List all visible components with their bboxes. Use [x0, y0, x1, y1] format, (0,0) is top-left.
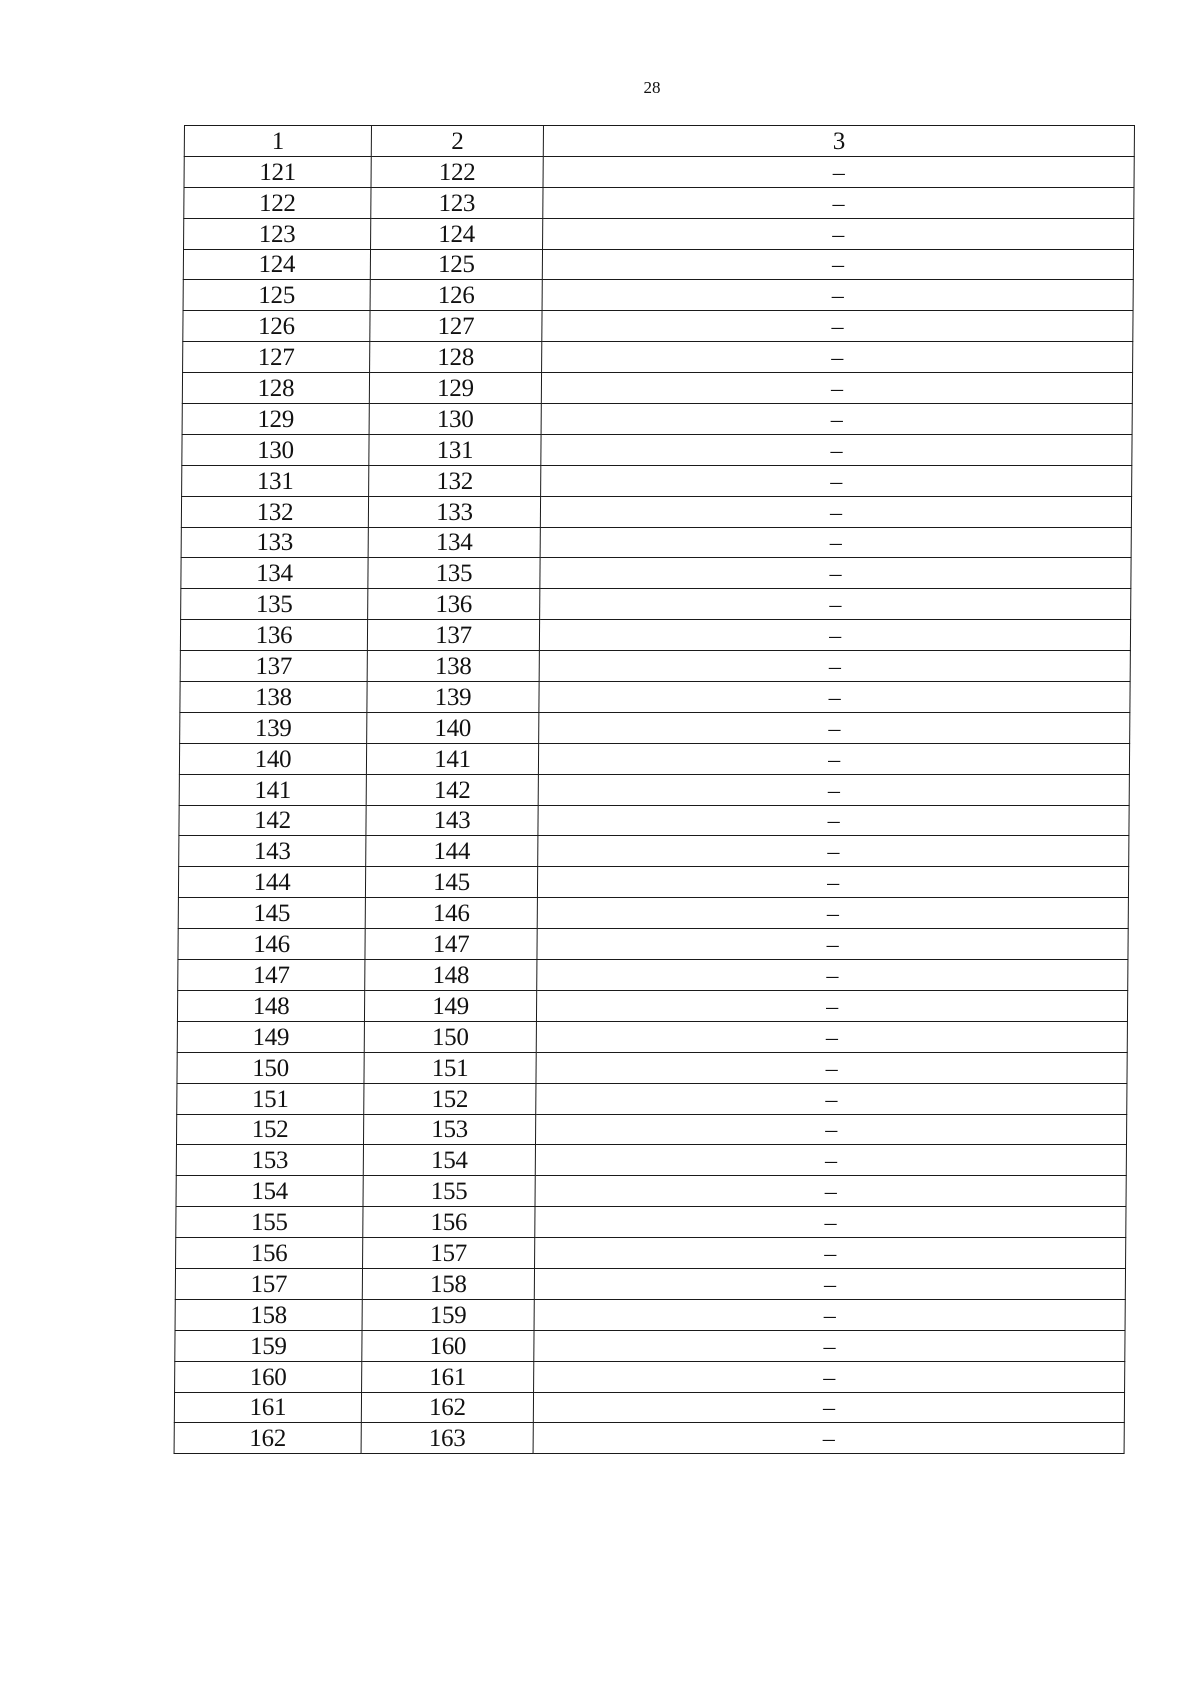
table-row — [174, 1423, 1124, 1454]
table-cell-col-2: 155 — [363, 1176, 535, 1207]
table-row — [176, 1238, 1126, 1269]
table-row — [183, 280, 1133, 311]
table-row — [176, 1207, 1126, 1238]
table-cell-col-3: – — [535, 1145, 1126, 1176]
table-cell-col-1: 155 — [176, 1207, 363, 1238]
table-cell-col-2: 145 — [365, 867, 537, 898]
table-row — [182, 434, 1132, 465]
table-row — [184, 156, 1134, 187]
table-cell-col-1: 151 — [177, 1083, 364, 1114]
table-cell-col-2: 162 — [361, 1392, 533, 1423]
table-cell-col-2: 161 — [362, 1361, 534, 1392]
table-cell-col-2: 160 — [362, 1330, 534, 1361]
table-cell-col-2: 137 — [367, 620, 539, 651]
page-number: 28 — [643, 78, 661, 97]
table-row — [183, 311, 1133, 342]
table-row — [175, 1268, 1125, 1299]
table-cell-col-3: – — [536, 990, 1127, 1021]
table-row — [183, 249, 1133, 280]
table-cell-col-3: – — [534, 1299, 1125, 1330]
table-header-row — [184, 126, 1134, 157]
table-cell-col-2: 128 — [370, 342, 542, 373]
table-cell-col-1: 144 — [178, 867, 365, 898]
table-cell-col-2: 153 — [363, 1114, 535, 1145]
table-cell-col-3: – — [535, 1207, 1126, 1238]
table-cell-col-3: – — [540, 527, 1131, 558]
table-cell-col-2: 127 — [370, 311, 542, 342]
table-cell-col-3: – — [541, 434, 1132, 465]
table-cell-col-2: 140 — [367, 712, 539, 743]
table-cell-col-2: 125 — [370, 249, 542, 280]
table-cell-col-3: – — [541, 404, 1132, 435]
table-cell-col-1: 127 — [183, 342, 370, 373]
table-cell-col-1: 146 — [178, 929, 365, 960]
table-row — [179, 774, 1129, 805]
table-row — [176, 1176, 1126, 1207]
table-cell-col-2: 124 — [371, 218, 543, 249]
table-cell-col-3: – — [536, 1021, 1127, 1052]
table-row — [180, 620, 1130, 651]
table-cell-col-2: 122 — [371, 156, 543, 187]
table-cell-col-3: – — [538, 836, 1129, 867]
table-row — [177, 1052, 1127, 1083]
table-cell-col-2: 148 — [365, 960, 537, 991]
table-body — [174, 156, 1134, 1453]
table-row — [178, 960, 1128, 991]
table-row — [175, 1330, 1125, 1361]
table-cell-col-3: – — [534, 1361, 1125, 1392]
table-row — [181, 496, 1131, 527]
table-cell-col-1: 156 — [176, 1238, 363, 1269]
table-cell-col-2: 158 — [362, 1268, 534, 1299]
table-cell-col-3: – — [533, 1392, 1124, 1423]
table-cell-col-1: 121 — [184, 156, 371, 187]
table-cell-col-3: – — [541, 373, 1132, 404]
table-row — [178, 929, 1128, 960]
table-cell-col-2: 141 — [366, 743, 538, 774]
table-cell-col-1: 133 — [181, 527, 368, 558]
table-cell-col-3: – — [540, 589, 1131, 620]
table-cell-col-2: 154 — [363, 1145, 535, 1176]
column-header-3: 3 — [543, 126, 1134, 157]
table-cell-col-3: – — [537, 867, 1128, 898]
table-cell-col-1: 132 — [181, 496, 368, 527]
table-row — [184, 187, 1134, 218]
table-cell-col-1: 129 — [182, 404, 369, 435]
table-cell-col-3: – — [533, 1423, 1124, 1454]
table-cell-col-3: – — [540, 496, 1131, 527]
table-row — [175, 1299, 1125, 1330]
table-cell-col-2: 157 — [363, 1238, 535, 1269]
table-cell-col-2: 136 — [368, 589, 540, 620]
table-row — [174, 1392, 1124, 1423]
table-cell-col-3: – — [536, 1083, 1127, 1114]
table-cell-col-1: 158 — [175, 1299, 362, 1330]
table-cell-col-1: 143 — [179, 836, 366, 867]
table-cell-col-3: – — [539, 712, 1130, 743]
table-cell-col-2: 144 — [366, 836, 538, 867]
table-cell-col-3: – — [542, 249, 1133, 280]
table-cell-col-3: – — [543, 187, 1134, 218]
table-cell-col-1: 142 — [179, 805, 366, 836]
table-row — [181, 589, 1131, 620]
table-cell-col-1: 153 — [176, 1145, 363, 1176]
table-cell-col-3: – — [535, 1114, 1126, 1145]
table-cell-col-1: 135 — [181, 589, 368, 620]
table-cell-col-1: 154 — [176, 1176, 363, 1207]
table-cell-col-1: 160 — [175, 1361, 362, 1392]
table-cell-col-3: – — [535, 1176, 1126, 1207]
table-cell-col-2: 138 — [367, 651, 539, 682]
table-row — [182, 404, 1132, 435]
table-cell-col-1: 147 — [178, 960, 365, 991]
table-cell-col-2: 123 — [371, 187, 543, 218]
table-cell-col-2: 132 — [369, 465, 541, 496]
table-cell-col-1: 150 — [177, 1052, 364, 1083]
table-row — [180, 651, 1130, 682]
table-cell-col-2: 126 — [370, 280, 542, 311]
table-cell-col-3: – — [542, 311, 1133, 342]
table-cell-col-2: 143 — [366, 805, 538, 836]
table-row — [182, 465, 1132, 496]
table-row — [183, 342, 1133, 373]
data-table — [174, 125, 1135, 1454]
table-row — [177, 1021, 1127, 1052]
column-header-2: 2 — [371, 126, 543, 157]
table-cell-col-3: – — [534, 1268, 1125, 1299]
table-row — [178, 867, 1128, 898]
table-cell-col-1: 161 — [174, 1392, 361, 1423]
table-row — [180, 712, 1130, 743]
table-cell-col-3: – — [537, 898, 1128, 929]
table-cell-col-3: – — [541, 465, 1132, 496]
table-cell-col-2: 129 — [369, 373, 541, 404]
table-row — [184, 218, 1134, 249]
table-cell-col-3: – — [539, 682, 1130, 713]
column-header-1: 1 — [184, 126, 371, 157]
table-row — [175, 1361, 1125, 1392]
table-row — [182, 373, 1132, 404]
table-row — [179, 805, 1129, 836]
table-row — [177, 1083, 1127, 1114]
table-cell-col-1: 123 — [184, 218, 371, 249]
table-cell-col-3: – — [542, 280, 1133, 311]
table-row — [181, 558, 1131, 589]
table-cell-col-3: – — [543, 156, 1134, 187]
table-cell-col-1: 130 — [182, 434, 369, 465]
table-cell-col-1: 152 — [176, 1114, 363, 1145]
table-cell-col-2: 130 — [369, 404, 541, 435]
table-cell-col-1: 124 — [183, 249, 370, 280]
table-cell-col-2: 131 — [369, 434, 541, 465]
table-cell-col-3: – — [534, 1330, 1125, 1361]
table-cell-col-3: – — [540, 558, 1131, 589]
table-cell-col-1: 148 — [177, 990, 364, 1021]
table-cell-col-1: 157 — [175, 1268, 362, 1299]
table-cell-col-1: 162 — [174, 1423, 361, 1454]
table-cell-col-2: 151 — [364, 1052, 536, 1083]
table-cell-col-1: 122 — [184, 187, 371, 218]
table-cell-col-1: 140 — [179, 743, 366, 774]
table-cell-col-1: 149 — [177, 1021, 364, 1052]
table-cell-col-3: – — [538, 805, 1129, 836]
table-cell-col-3: – — [535, 1238, 1126, 1269]
table-cell-col-2: 133 — [368, 496, 540, 527]
table-cell-col-3: – — [539, 620, 1130, 651]
table-row — [176, 1145, 1126, 1176]
table-cell-col-1: 134 — [181, 558, 368, 589]
table-cell-col-2: 146 — [365, 898, 537, 929]
table-row — [178, 898, 1128, 929]
table-cell-col-2: 149 — [364, 990, 536, 1021]
table-cell-col-2: 135 — [368, 558, 540, 589]
table-cell-col-1: 128 — [182, 373, 369, 404]
table-cell-col-2: 159 — [362, 1299, 534, 1330]
table-cell-col-1: 159 — [175, 1330, 362, 1361]
table-cell-col-3: – — [538, 774, 1129, 805]
table-row — [180, 682, 1130, 713]
table-cell-col-2: 163 — [361, 1423, 533, 1454]
table-cell-col-2: 156 — [363, 1207, 535, 1238]
table-cell-col-2: 134 — [368, 527, 540, 558]
table-cell-col-1: 136 — [180, 620, 367, 651]
table-cell-col-3: – — [543, 218, 1134, 249]
table-cell-col-3: – — [536, 1052, 1127, 1083]
table-cell-col-1: 126 — [183, 311, 370, 342]
table-row — [176, 1114, 1126, 1145]
table-cell-col-1: 139 — [180, 712, 367, 743]
table-cell-col-1: 141 — [179, 774, 366, 805]
table-cell-col-1: 131 — [182, 465, 369, 496]
table-cell-col-2: 152 — [364, 1083, 536, 1114]
table-cell-col-2: 142 — [366, 774, 538, 805]
table-cell-col-3: – — [539, 651, 1130, 682]
table-cell-col-1: 138 — [180, 682, 367, 713]
table-cell-col-1: 125 — [183, 280, 370, 311]
table-cell-col-2: 150 — [364, 1021, 536, 1052]
table-row — [177, 990, 1127, 1021]
table-cell-col-3: – — [538, 743, 1129, 774]
table-row — [179, 743, 1129, 774]
table-cell-col-1: 137 — [180, 651, 367, 682]
table-row — [179, 836, 1129, 867]
table-cell-col-2: 147 — [365, 929, 537, 960]
table-cell-col-2: 139 — [367, 682, 539, 713]
table-cell-col-3: – — [542, 342, 1133, 373]
table-cell-col-3: – — [537, 960, 1128, 991]
table-cell-col-3: – — [537, 929, 1128, 960]
table-cell-col-1: 145 — [178, 898, 365, 929]
table-row — [181, 527, 1131, 558]
